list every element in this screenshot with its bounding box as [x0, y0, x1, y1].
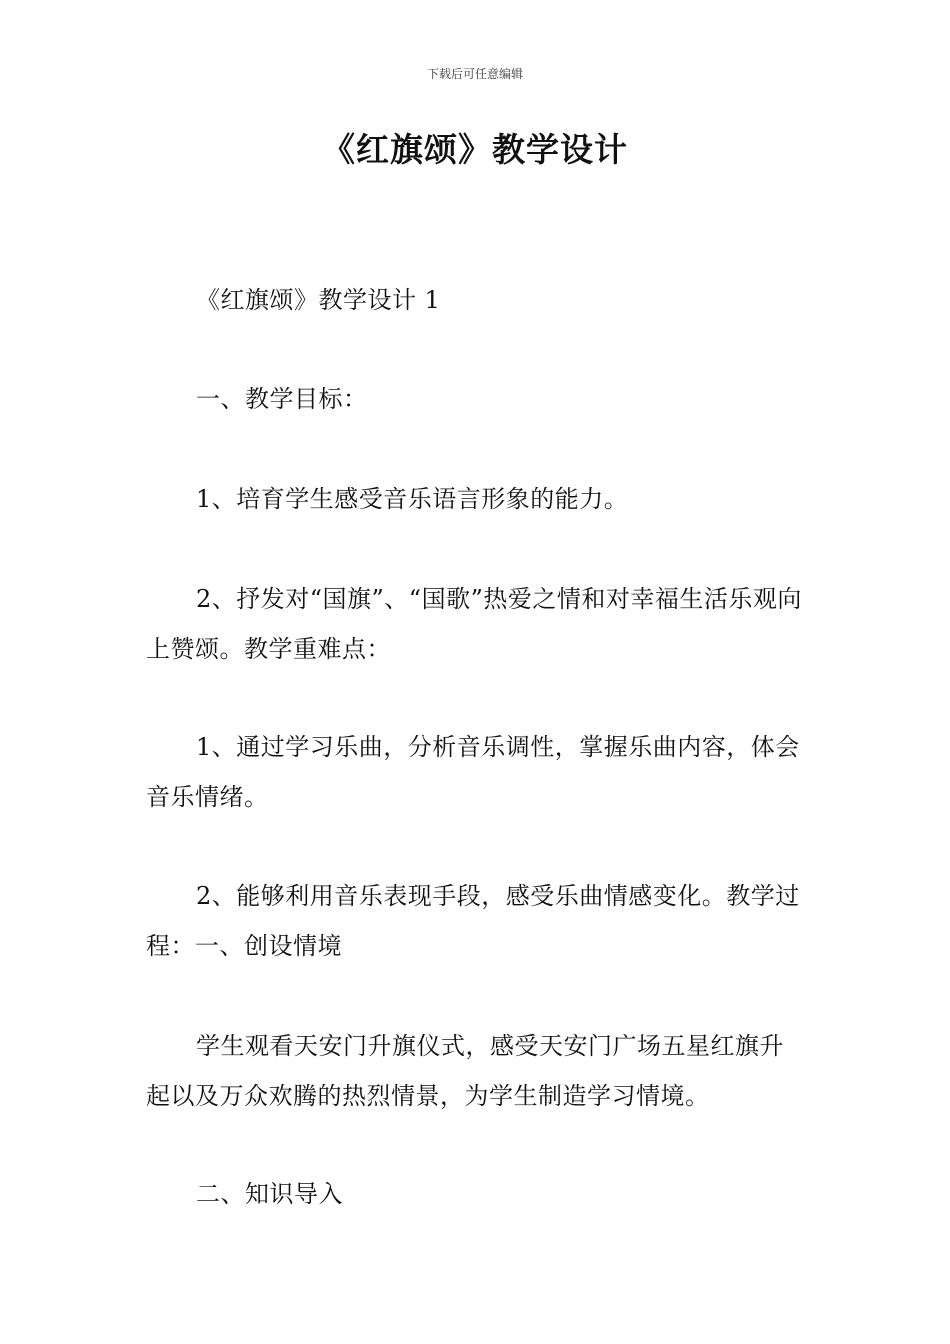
paragraph-keypoint-1: 1、通过学习乐曲，分析音乐调性，掌握乐曲内容，体会音乐情绪。 [146, 733, 800, 811]
paragraph-knowledge-intro: 二、知识导入 [196, 1180, 343, 1208]
header-note: 下载后可任意编辑 [426, 67, 523, 81]
paragraph-situation: 学生观看天安门升旗仪式，感受天安门广场五星红旗升起以及万众欢腾的热烈情景，为学生制造学习情境。 [146, 1032, 784, 1110]
section-heading: 《红旗颂》教学设计 1 [196, 286, 441, 314]
paragraph-objective-2: 2、抒发对“国旗”、“国歌”热爱之情和对幸福生活乐观向上赞颂。教学重难点： [146, 585, 802, 663]
paragraph-keypoint-2: 2、能够利用音乐表现手段，感受乐曲情感变化。教学过程：一、创设情境 [146, 882, 800, 960]
paragraph-objective-1: 1、培育学生感受音乐语言形象的能力。 [196, 485, 629, 513]
document-title: 《红旗颂》教学设计 [322, 130, 628, 169]
paragraph-objectives-heading: 一、教学目标： [196, 385, 368, 413]
